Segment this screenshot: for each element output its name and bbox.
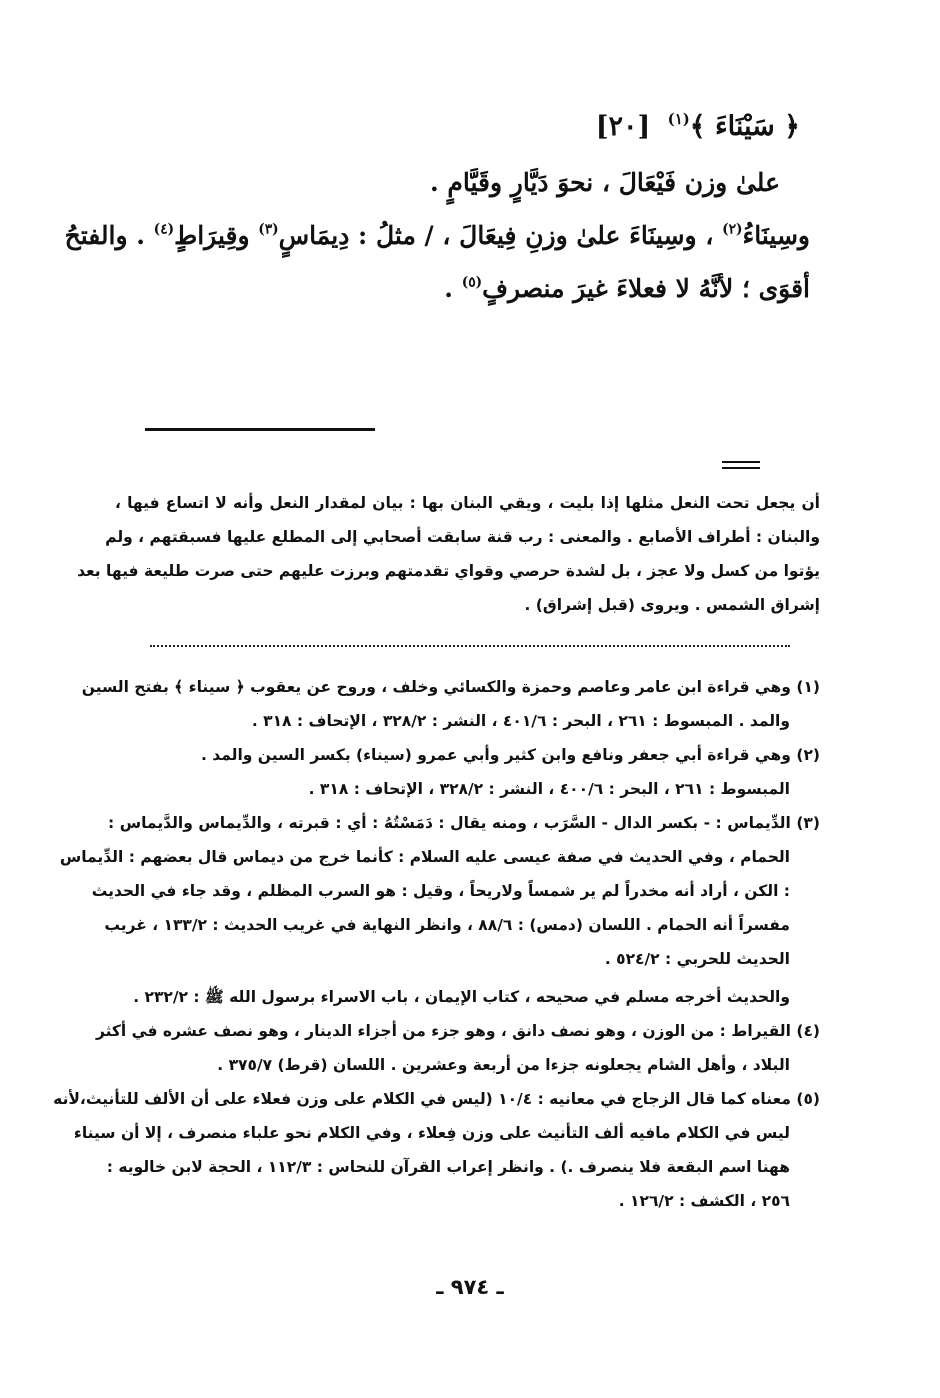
- footnote-ref-2: (٢): [722, 221, 743, 238]
- main-line-2-part: . والفتحُ: [64, 221, 154, 250]
- main-line-3: [120, 262, 810, 315]
- heading-word: ﴿ سَيْنَاءَ ﴾: [689, 111, 800, 142]
- continued-line: إشراق الشمس . ويروى (قبل إشراق) .: [524, 596, 820, 614]
- continuation-marker: [722, 461, 760, 463]
- dotted-separator: [150, 645, 790, 647]
- continued-line: والبنان : أطراف الأصابع . والمعنى : رب قنة سابقت أصحابي إلى المطلع عليها فسبقتهم ، ولم: [105, 528, 820, 546]
- footnote-ref-4: (٤): [153, 221, 175, 238]
- main-line-2-part: وقِيرَاطٍ: [174, 221, 259, 250]
- footnote-line: المبسوط : ٢٦١ ، البحر : ٤٠٠/٦ ، النشر : ٣٢٨/٢ ، الإتحاف : ٣١٨ .: [308, 780, 790, 798]
- footnote-line: الحمام ، وفي الحديث في صفة عيسى عليه السلام : كأنما خرج من ديماس قال بعضهم : الدِّيماس: [59, 848, 790, 866]
- footnote-1: [81, 670, 820, 738]
- footnote-line: والمد . المبسوط : ٢٦١ ، البحر : ٤٠١/٦ ، النشر : ٣٢٨/٢ ، الإتحاف : ٣١٨ .: [251, 712, 790, 730]
- footnote-label: (٣): [796, 814, 820, 832]
- main-line-2-part: وسِينَاءُ: [742, 221, 810, 250]
- footnote-3: [59, 806, 820, 1014]
- main-line-2: [64, 209, 810, 262]
- main-line-3-part: أقوَى ؛ لأنَّهُ لا فعلاءَ غيرَ منصرفٍ: [482, 274, 810, 303]
- footnote-label: (٢): [796, 746, 820, 764]
- footnote-text: القيراط : من الوزن ، وهو نصف دانق ، وهو جزء من أجزاء الدينار ، وهو نصف عشره في أكثر: [95, 1022, 791, 1040]
- footnote-line: والحديث أخرجه مسلم في صحيحه ، كتاب الإيمان ، باب الاسراء برسول الله ﷺ : ٢٣٢/٢ .: [133, 988, 790, 1006]
- main-line-2-part: ، وسِينَاءَ علىٰ وزنِ فِيعَالَ ، / مثلُ : دِيمَاسٍ: [278, 221, 723, 250]
- footnote-4: [95, 1014, 820, 1082]
- continued-footnote: [77, 486, 820, 622]
- footnote-line: البلاد ، وأهل الشام يجعلونه جزءا من أربعة وعشرين . اللسان (قرط) ٣٧٥/٧ .: [217, 1056, 790, 1074]
- main-line-3-part: .: [444, 274, 462, 303]
- footnote-text: الدِّيماس : - بكسر الدال - السَّرَب ، ومنه يقال : دَمَسْتُهُ : أي : قبرته ، والدِّيماس والدَّيماس :: [108, 814, 791, 832]
- footnote-2: [108, 738, 820, 806]
- footnote-text: وهي قراءة ابن عامر وعاصم وحمزة والكسائي وخلف ، وروح عن يعقوب ﴿ سيناء ﴾ بفتح السين: [81, 678, 791, 696]
- footnote-line: [81, 670, 820, 704]
- footnote-line: ليس في الكلام مافيه ألف التأنيث على وزن فِعلاء ، وفي الكلام نحو علباء منصرف ، إلا أن سيناء: [73, 1124, 790, 1142]
- footnote-line: : الكن ، أراد أنه مخدراً لم ير شمساً ولاريحاً ، وقيل : هو السرب المظلم ، وقد جاء في الحديث: [91, 882, 790, 900]
- footnote-line: مفسراً أنه الحمام . اللسان (دمس) : ٨٨/٦ ، وانظر النهاية في غريب الحديث : ١٣٣/٢ ، غريب: [104, 916, 790, 934]
- footnote-line: ٢٥٦ ، الكشف : ١٢٦/٢ .: [618, 1192, 790, 1210]
- footnote-label: (٤): [796, 1022, 820, 1040]
- page-number: ـ ٩٧٤ ـ: [436, 1275, 504, 1299]
- footnote-line: الحديث للحربي : ٥٢٤/٢ .: [604, 950, 790, 968]
- footnote-line: [53, 1082, 820, 1116]
- footnote-separator: [145, 428, 375, 431]
- footnote-line: [108, 738, 820, 772]
- entry-heading: [120, 98, 800, 156]
- heading-footnote-ref: (١): [667, 109, 690, 128]
- footnote-5: [53, 1082, 820, 1218]
- footnote-line: [108, 806, 820, 840]
- footnote-text: معناه كما قال الزجاج في معانيه : ١٠/٤ (ليس في الكلام على وزن فعلاء على أن الألف للتأنيث،لأنه: [53, 1090, 791, 1108]
- entry-number: [٢٠]: [595, 111, 651, 142]
- main-line-1: علىٰ وزن فَيْعَالَ ، نحوَ دَيَّارٍ وقَيَّامٍ .: [429, 168, 780, 197]
- footnote-line: [95, 1014, 820, 1048]
- footnote-text: وهي قراءة أبي جعفر ونافع وابن كثير وأبي عمرو (سيناء) بكسر السين والمد .: [201, 746, 791, 764]
- footnotes: [53, 670, 820, 1218]
- continuation-marker: [722, 467, 760, 469]
- footnote-ref-5: (٥): [461, 274, 483, 291]
- footnote-ref-3: (٣): [258, 221, 279, 238]
- continued-line: أن يجعل تحت النعل مثلها إذا بليت ، ويقي البنان بها : بيان لمقدار النعل وأنه لا اتساع فيها ،: [115, 494, 820, 512]
- footnote-label: (١): [796, 678, 820, 696]
- footnote-label: (٥): [796, 1090, 820, 1108]
- continued-line: يؤتوا من كسل ولا عجز ، بل لشدة حرصي وقواي تقدمتهم وبرزت عليهم حتى صرت طليعة فيها بعد: [77, 562, 820, 580]
- footnote-line: ههنا اسم البقعة فلا ينصرف .) . وانظر إعراب القرآن للنحاس : ١١٢/٣ ، الحجة لابن خالويه :: [106, 1158, 790, 1176]
- main-text: [64, 98, 810, 315]
